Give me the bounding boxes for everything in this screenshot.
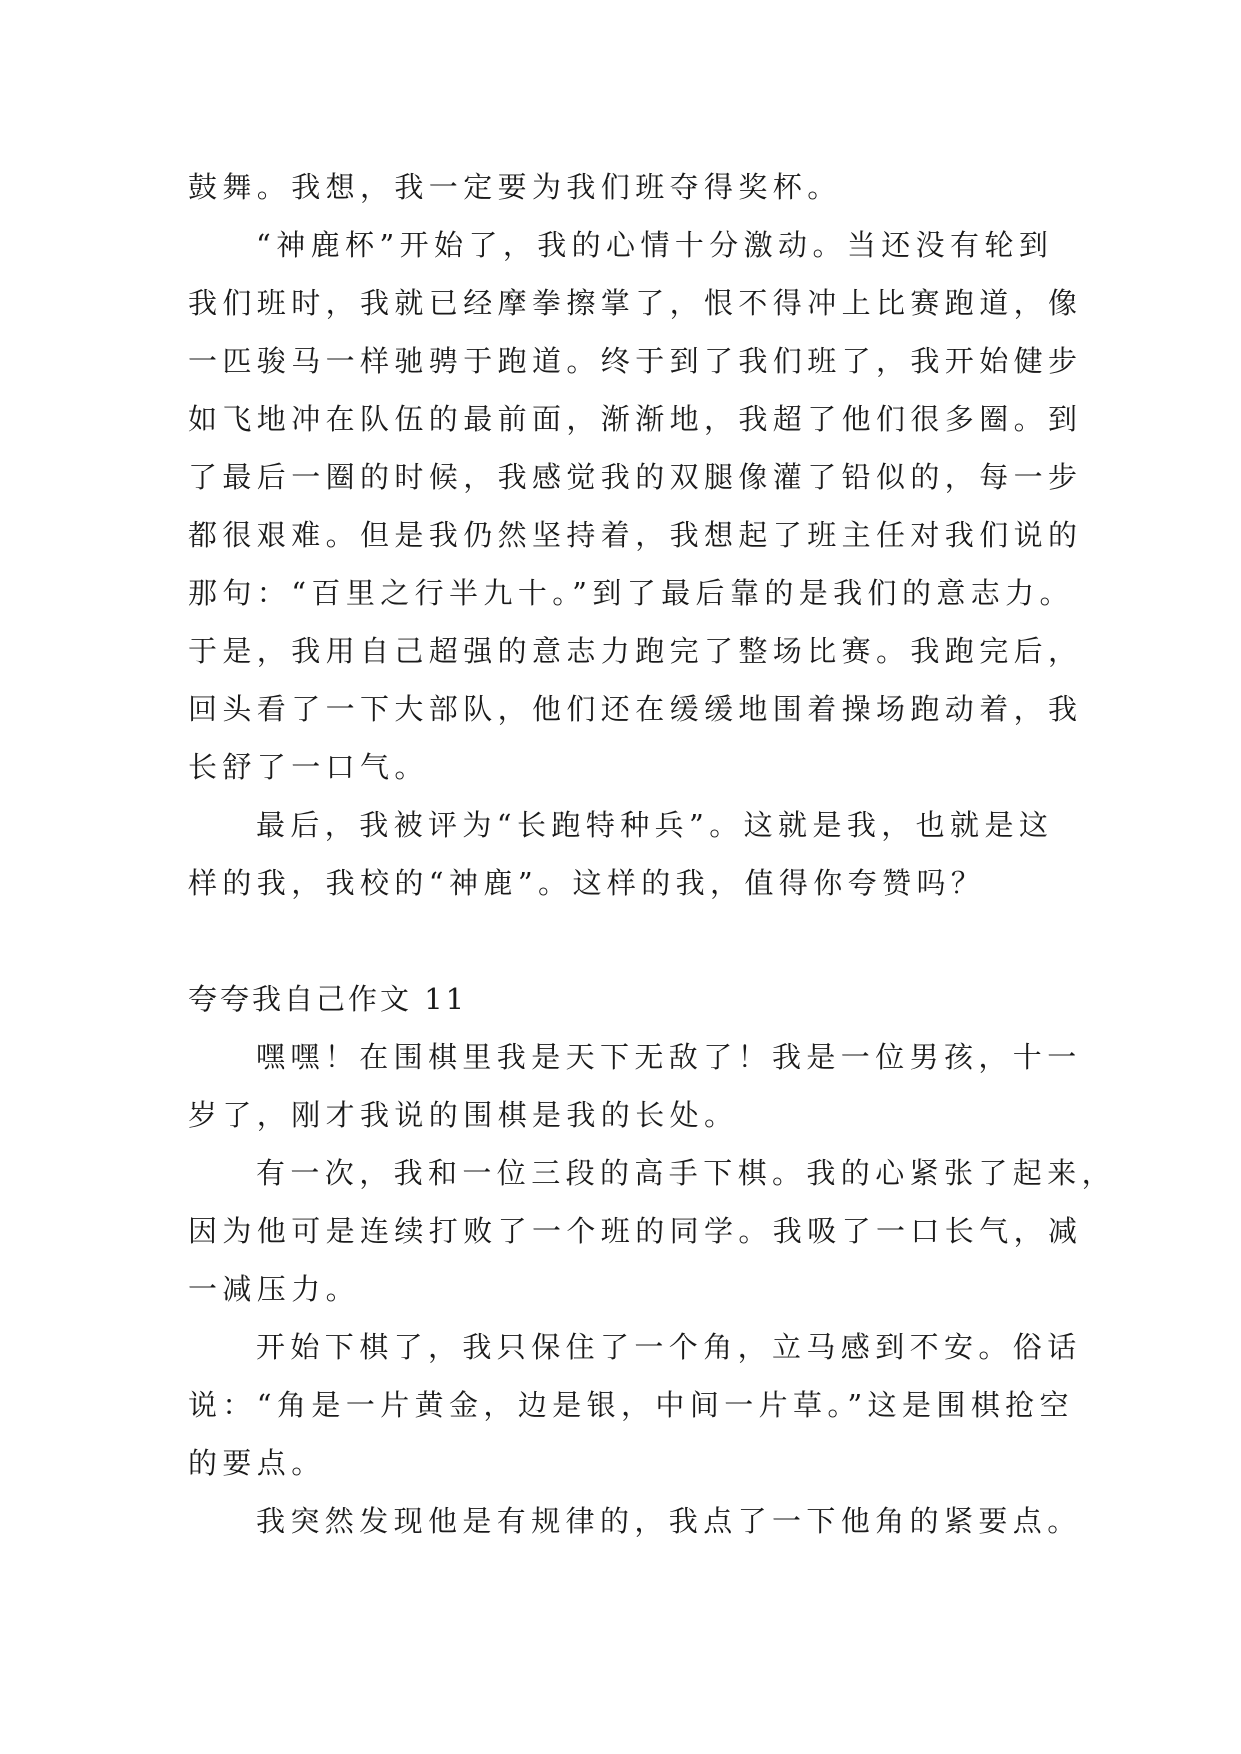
text-line: 说：“角是一片黄金，边是银，中间一片草。”这是围棋抢空: [188, 1388, 1074, 1422]
text-line: 那句：“百里之行半九十。”到了最后靠的是我们的意志力。: [188, 576, 1074, 610]
text-line: 如飞地冲在队伍的最前面，渐渐地，我超了他们很多圈。到: [188, 402, 1083, 436]
text-line: 嘿嘿！在围棋里我是天下无敌了！我是一位男孩，十一: [256, 1040, 1082, 1074]
text-line: 我们班时，我就已经摩拳擦掌了，恨不得冲上比赛跑道，像: [188, 286, 1083, 320]
text-line: 最后，我被评为“长跑特种兵”。这就是我，也就是这: [256, 808, 1054, 842]
section-gap: [188, 912, 1073, 970]
text-line: 都很艰难。但是我仍然坚持着，我想起了班主任对我们说的: [188, 518, 1083, 552]
text-line: 长舒了一口气。: [188, 750, 429, 784]
text-line: 开始下棋了，我只保住了一个角，立马感到不安。俗话: [256, 1330, 1082, 1364]
text-line: 的要点。: [188, 1446, 326, 1480]
text-line: 了最后一圈的时候，我感觉我的双腿像灌了铅似的，每一步: [188, 460, 1083, 494]
text-line: 鼓舞。我想，我一定要为我们班夺得奖杯。: [188, 170, 842, 204]
essay-heading: 夸夸我自己作文 11: [188, 982, 468, 1016]
text-line: 有一次，我和一位三段的高手下棋。我的心紧张了起来，: [256, 1156, 1117, 1190]
text-line: 一减压力。: [188, 1272, 361, 1306]
text-line: 样的我，我校的“神鹿”。这样的我，值得你夸赞吗？: [188, 866, 986, 900]
text-line: 于是，我用自己超强的意志力跑完了整场比赛。我跑完后，: [188, 634, 1083, 668]
text-line: 岁了，刚才我说的围棋是我的长处。: [188, 1098, 739, 1132]
text-line: 我突然发现他是有规律的，我点了一下他角的紧要点。: [256, 1504, 1082, 1538]
text-line: 因为他可是连续打败了一个班的同学。我吸了一口长气，减: [188, 1214, 1083, 1248]
document-page: [188, 158, 1117, 1550]
text-line: 回头看了一下大部队，他们还在缓缓地围着操场跑动着，我: [188, 692, 1083, 726]
text-line: 一匹骏马一样驰骋于跑道。终于到了我们班了，我开始健步: [188, 344, 1083, 378]
text-line: “神鹿杯”开始了，我的心情十分激动。当还没有轮到: [256, 228, 1054, 262]
